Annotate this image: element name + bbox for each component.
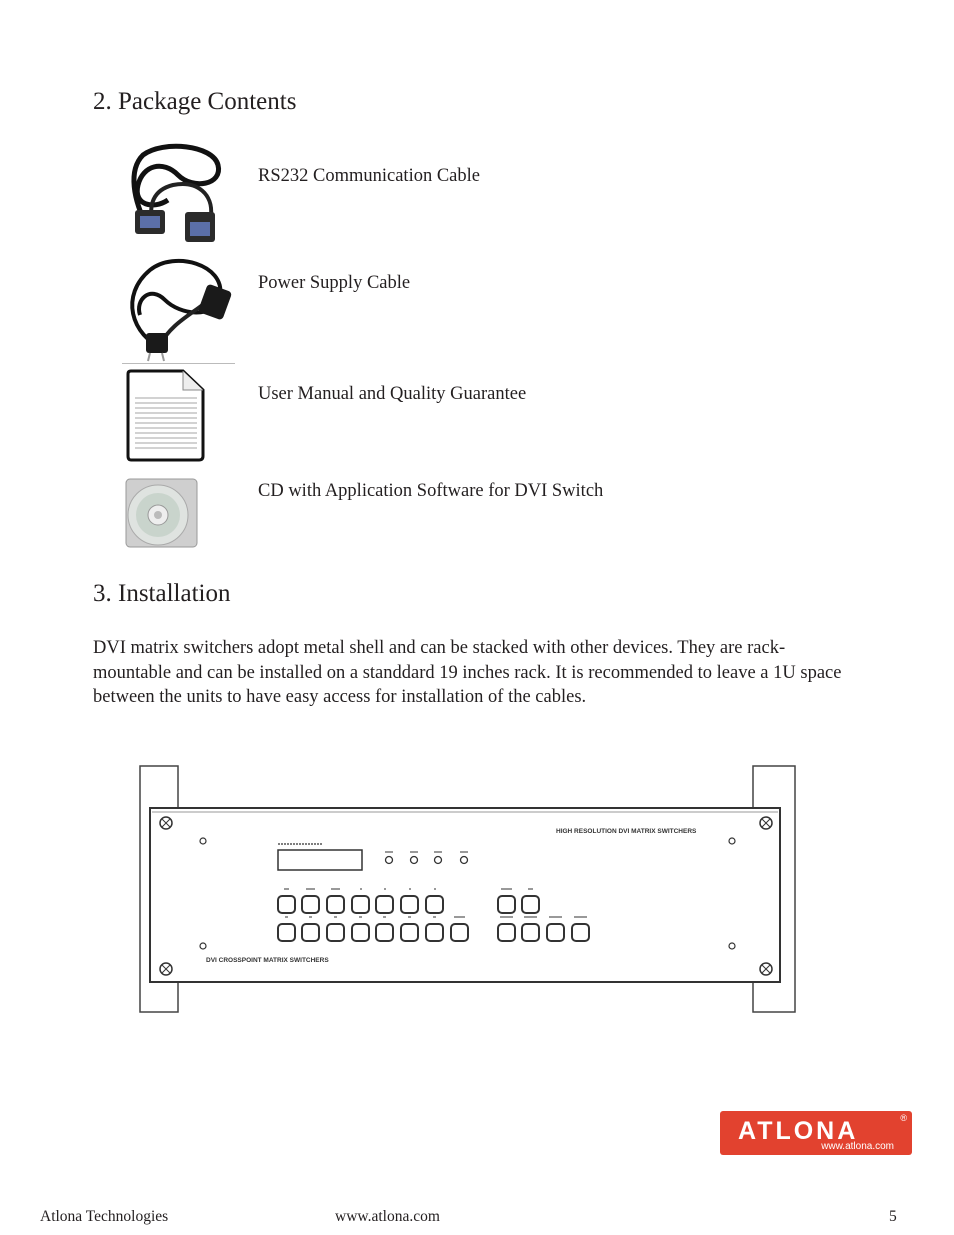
logo-url: www.atlona.com (821, 1141, 894, 1152)
device-bottom-label: DVI CROSSPOINT MATRIX SWITCHERS (206, 957, 329, 964)
section-title-package: 2. Package Contents (93, 88, 297, 115)
footer-website: www.atlona.com (335, 1208, 440, 1225)
page-number: 5 (889, 1208, 897, 1225)
package-item-label: CD with Application Software for DVI Switch (258, 481, 604, 501)
rack-device-diagram (136, 764, 800, 1016)
logo-registered-mark: ® (900, 1113, 907, 1123)
manual-document-icon (125, 368, 207, 463)
device-top-label: HIGH RESOLUTION DVI MATRIX SWITCHERS (556, 828, 697, 835)
power-cable-icon (120, 255, 236, 364)
divider (122, 363, 235, 364)
section-title-installation: 3. Installation (93, 580, 231, 607)
package-item-label: Power Supply Cable (258, 273, 411, 293)
serial-cable-icon (123, 140, 233, 248)
footer-company: Atlona Technologies (40, 1208, 169, 1225)
logo-wordmark: ATLONA (738, 1117, 859, 1145)
installation-paragraph: DVI matrix switchers adopt metal shell and can be stacked with other devices. They are rack-mountable and can be installed on a standdard 19 inches rack. It is recommended to leave a 1U space between the units to have easy access for installation of the cables. (93, 638, 842, 707)
cd-disc-icon (124, 477, 199, 549)
package-item-label: RS232 Communication Cable (258, 166, 480, 186)
atlona-logo (720, 1111, 912, 1155)
package-item-label: User Manual and Quality Guarantee (258, 384, 527, 404)
